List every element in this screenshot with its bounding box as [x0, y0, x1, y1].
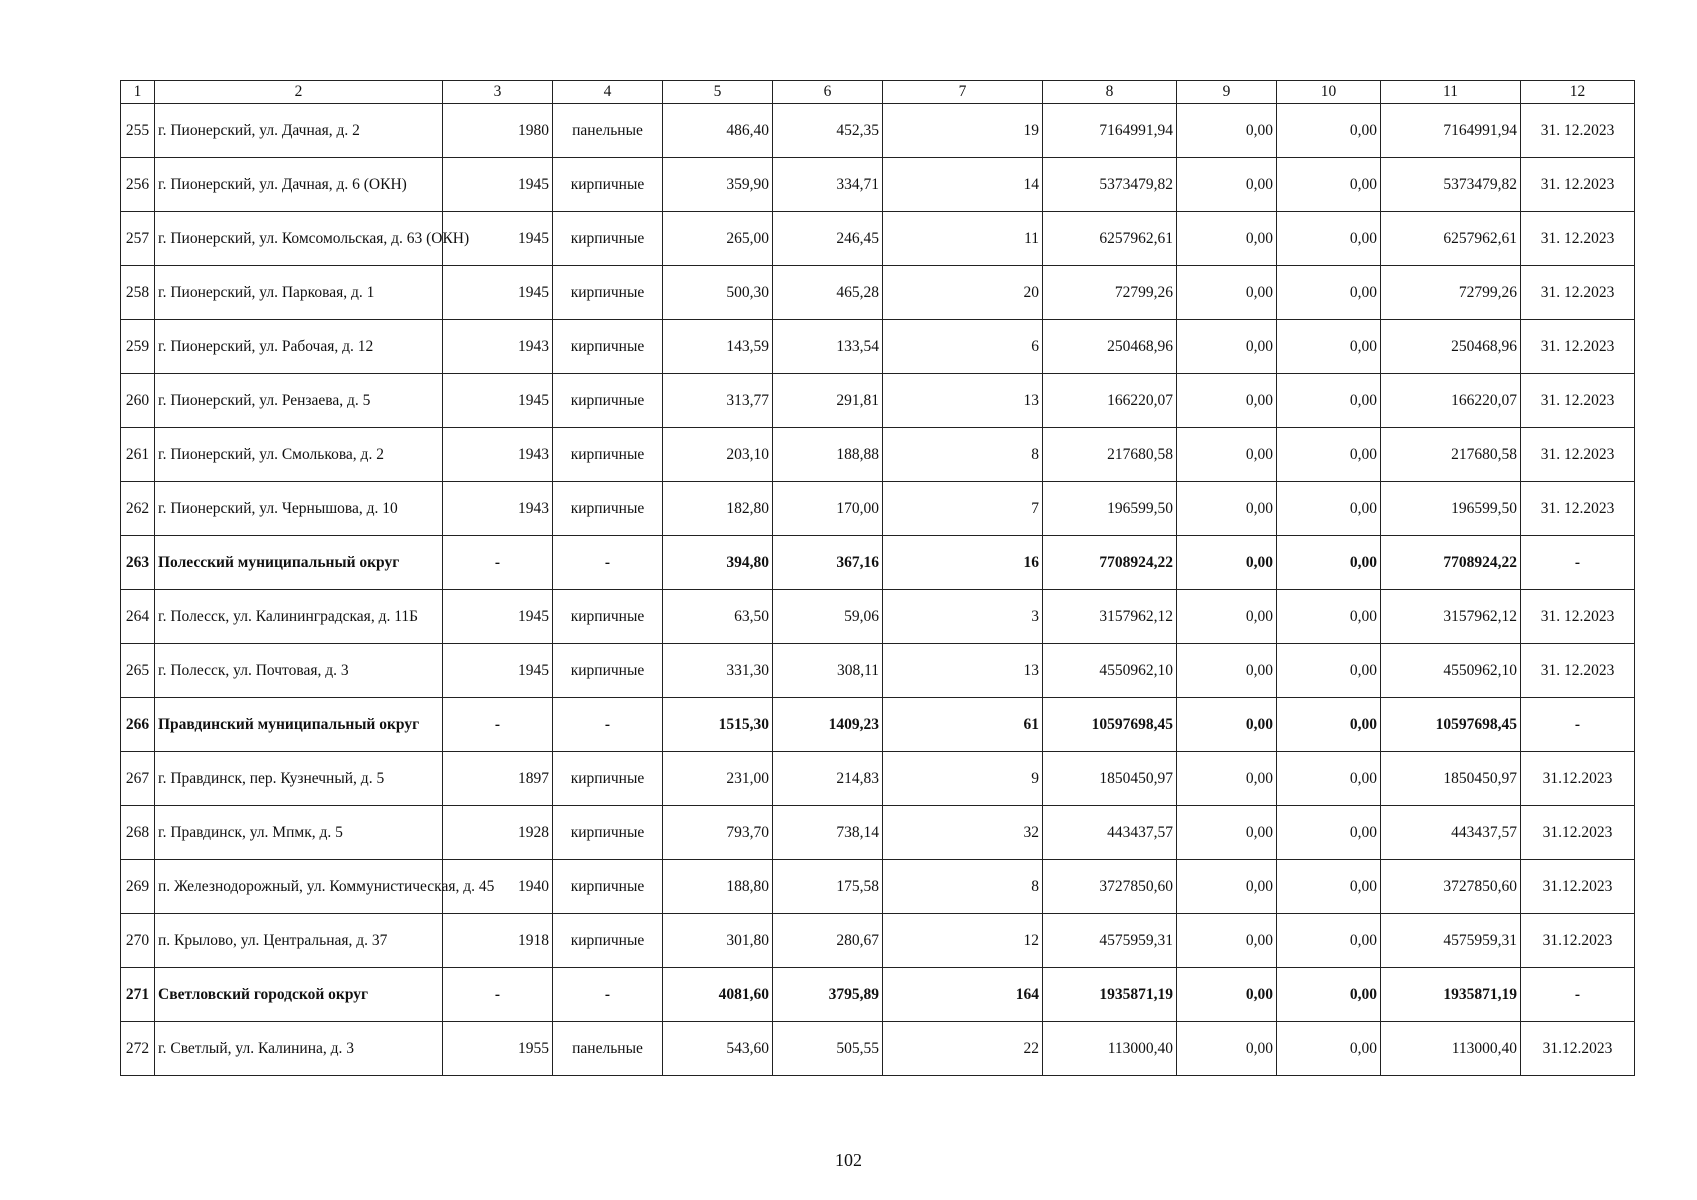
wall-material-cell: кирпичные [553, 482, 663, 536]
row-number-cell: 272 [121, 1022, 155, 1076]
build-year-cell: 1945 [443, 590, 553, 644]
area-total-cell: 543,60 [663, 1022, 773, 1076]
owner-funds-cell: 4575959,31 [1381, 914, 1521, 968]
address-cell: г. Полесск, ул. Калининградская, д. 11Б [155, 590, 443, 644]
residents-count-cell: 32 [883, 806, 1043, 860]
area-living-cell: 505,55 [773, 1022, 883, 1076]
residents-count-cell: 8 [883, 860, 1043, 914]
fund-share-cell: 0,00 [1177, 644, 1277, 698]
row-number-cell: 260 [121, 374, 155, 428]
row-number-cell: 259 [121, 320, 155, 374]
owner-funds-cell: 196599,50 [1381, 482, 1521, 536]
area-total-cell: 359,90 [663, 158, 773, 212]
area-total-cell: 63,50 [663, 590, 773, 644]
build-year-cell: 1943 [443, 428, 553, 482]
cost-total-cell: 217680,58 [1043, 428, 1177, 482]
residents-count-cell: 11 [883, 212, 1043, 266]
owner-funds-cell: 7164991,94 [1381, 104, 1521, 158]
budget-share-cell: 0,00 [1277, 482, 1381, 536]
build-year-cell: 1945 [443, 158, 553, 212]
residents-count-cell: 20 [883, 266, 1043, 320]
column-header-8: 8 [1043, 81, 1177, 104]
residents-count-cell: 13 [883, 374, 1043, 428]
address-cell: п. Крылово, ул. Центральная, д. 37 [155, 914, 443, 968]
address-cell: Полесский муниципальный округ [155, 536, 443, 590]
cost-total-cell: 6257962,61 [1043, 212, 1177, 266]
table-row [121, 860, 1635, 914]
table-header [121, 81, 1635, 104]
owner-funds-cell: 5373479,82 [1381, 158, 1521, 212]
table-row [121, 428, 1635, 482]
budget-share-cell: 0,00 [1277, 536, 1381, 590]
residents-count-cell: 164 [883, 968, 1043, 1022]
area-total-cell: 143,59 [663, 320, 773, 374]
cost-total-cell: 250468,96 [1043, 320, 1177, 374]
build-year-cell: 1945 [443, 374, 553, 428]
area-living-cell: 175,58 [773, 860, 883, 914]
fund-share-cell: 0,00 [1177, 320, 1277, 374]
fund-share-cell: 0,00 [1177, 374, 1277, 428]
cost-total-cell: 5373479,82 [1043, 158, 1177, 212]
column-header-7: 7 [883, 81, 1043, 104]
row-number-cell: 269 [121, 860, 155, 914]
cost-total-cell: 196599,50 [1043, 482, 1177, 536]
address-cell: г. Пионерский, ул. Рабочая, д. 12 [155, 320, 443, 374]
residents-count-cell: 14 [883, 158, 1043, 212]
fund-share-cell: 0,00 [1177, 752, 1277, 806]
table-row [121, 914, 1635, 968]
cost-total-cell: 3157962,12 [1043, 590, 1177, 644]
area-total-cell: 301,80 [663, 914, 773, 968]
residents-count-cell: 12 [883, 914, 1043, 968]
budget-share-cell: 0,00 [1277, 1022, 1381, 1076]
fund-share-cell: 0,00 [1177, 968, 1277, 1022]
owner-funds-cell: 1935871,19 [1381, 968, 1521, 1022]
address-cell: г. Пионерский, ул. Чернышова, д. 10 [155, 482, 443, 536]
row-number-cell: 261 [121, 428, 155, 482]
residents-count-cell: 6 [883, 320, 1043, 374]
build-year-cell: 1945 [443, 266, 553, 320]
row-number-cell: 271 [121, 968, 155, 1022]
residents-count-cell: 9 [883, 752, 1043, 806]
wall-material-cell: кирпичные [553, 428, 663, 482]
build-year-cell: 1945 [443, 212, 553, 266]
column-header-12: 12 [1521, 81, 1635, 104]
table-row [121, 320, 1635, 374]
deadline-date-cell: 31. 12.2023 [1521, 212, 1635, 266]
row-number-cell: 255 [121, 104, 155, 158]
budget-share-cell: 0,00 [1277, 158, 1381, 212]
deadline-date-cell: - [1521, 968, 1635, 1022]
address-cell: г. Пионерский, ул. Парковая, д. 1 [155, 266, 443, 320]
cost-total-cell: 3727850,60 [1043, 860, 1177, 914]
area-total-cell: 182,80 [663, 482, 773, 536]
fund-share-cell: 0,00 [1177, 914, 1277, 968]
table-row [121, 374, 1635, 428]
table-body [121, 104, 1635, 1076]
table-row [121, 644, 1635, 698]
wall-material-cell: кирпичные [553, 914, 663, 968]
wall-material-cell: кирпичные [553, 644, 663, 698]
row-number-cell: 268 [121, 806, 155, 860]
wall-material-cell: панельные [553, 1022, 663, 1076]
area-living-cell: 280,67 [773, 914, 883, 968]
owner-funds-cell: 217680,58 [1381, 428, 1521, 482]
budget-share-cell: 0,00 [1277, 698, 1381, 752]
area-living-cell: 291,81 [773, 374, 883, 428]
row-number-cell: 262 [121, 482, 155, 536]
address-cell: г. Светлый, ул. Калинина, д. 3 [155, 1022, 443, 1076]
table-row [121, 104, 1635, 158]
owner-funds-cell: 72799,26 [1381, 266, 1521, 320]
residents-count-cell: 3 [883, 590, 1043, 644]
build-year-cell: - [443, 698, 553, 752]
budget-share-cell: 0,00 [1277, 266, 1381, 320]
area-total-cell: 394,80 [663, 536, 773, 590]
owner-funds-cell: 113000,40 [1381, 1022, 1521, 1076]
column-header-2: 2 [155, 81, 443, 104]
deadline-date-cell: 31. 12.2023 [1521, 590, 1635, 644]
column-header-6: 6 [773, 81, 883, 104]
budget-share-cell: 0,00 [1277, 806, 1381, 860]
cost-total-cell: 113000,40 [1043, 1022, 1177, 1076]
deadline-date-cell: 31.12.2023 [1521, 914, 1635, 968]
row-number-cell: 263 [121, 536, 155, 590]
wall-material-cell: - [553, 536, 663, 590]
owner-funds-cell: 6257962,61 [1381, 212, 1521, 266]
build-year-cell: 1980 [443, 104, 553, 158]
deadline-date-cell: 31. 12.2023 [1521, 428, 1635, 482]
budget-share-cell: 0,00 [1277, 644, 1381, 698]
address-cell: г. Пионерский, ул. Дачная, д. 2 [155, 104, 443, 158]
cost-total-cell: 1850450,97 [1043, 752, 1177, 806]
area-living-cell: 133,54 [773, 320, 883, 374]
cost-total-cell: 443437,57 [1043, 806, 1177, 860]
wall-material-cell: кирпичные [553, 158, 663, 212]
build-year-cell: 1943 [443, 320, 553, 374]
housing-register-table [120, 80, 1635, 1076]
deadline-date-cell: 31. 12.2023 [1521, 104, 1635, 158]
deadline-date-cell: 31. 12.2023 [1521, 482, 1635, 536]
budget-share-cell: 0,00 [1277, 752, 1381, 806]
wall-material-cell: кирпичные [553, 590, 663, 644]
budget-share-cell: 0,00 [1277, 104, 1381, 158]
area-living-cell: 188,88 [773, 428, 883, 482]
area-living-cell: 214,83 [773, 752, 883, 806]
deadline-date-cell: - [1521, 698, 1635, 752]
area-living-cell: 465,28 [773, 266, 883, 320]
budget-share-cell: 0,00 [1277, 860, 1381, 914]
owner-funds-cell: 3157962,12 [1381, 590, 1521, 644]
area-living-cell: 3795,89 [773, 968, 883, 1022]
wall-material-cell: кирпичные [553, 212, 663, 266]
area-total-cell: 331,30 [663, 644, 773, 698]
cost-total-cell: 1935871,19 [1043, 968, 1177, 1022]
budget-share-cell: 0,00 [1277, 914, 1381, 968]
address-cell: Правдинский муниципальный округ [155, 698, 443, 752]
build-year-cell: - [443, 536, 553, 590]
area-living-cell: 59,06 [773, 590, 883, 644]
table-row [121, 590, 1635, 644]
area-living-cell: 738,14 [773, 806, 883, 860]
address-cell: г. Пионерский, ул. Комсомольская, д. 63 (ОКН) [155, 212, 443, 266]
address-cell: г. Правдинск, ул. Мпмк, д. 5 [155, 806, 443, 860]
owner-funds-cell: 10597698,45 [1381, 698, 1521, 752]
deadline-date-cell: 31. 12.2023 [1521, 644, 1635, 698]
wall-material-cell: - [553, 968, 663, 1022]
budget-share-cell: 0,00 [1277, 320, 1381, 374]
table-row [121, 1022, 1635, 1076]
deadline-date-cell: 31.12.2023 [1521, 752, 1635, 806]
subtotal-row [121, 968, 1635, 1022]
owner-funds-cell: 166220,07 [1381, 374, 1521, 428]
area-total-cell: 500,30 [663, 266, 773, 320]
cost-total-cell: 72799,26 [1043, 266, 1177, 320]
address-cell: Светловский городской округ [155, 968, 443, 1022]
wall-material-cell: кирпичные [553, 860, 663, 914]
owner-funds-cell: 4550962,10 [1381, 644, 1521, 698]
fund-share-cell: 0,00 [1177, 212, 1277, 266]
build-year-cell: 1918 [443, 914, 553, 968]
fund-share-cell: 0,00 [1177, 104, 1277, 158]
wall-material-cell: панельные [553, 104, 663, 158]
build-year-cell: 1897 [443, 752, 553, 806]
deadline-date-cell: 31. 12.2023 [1521, 320, 1635, 374]
row-number-cell: 264 [121, 590, 155, 644]
fund-share-cell: 0,00 [1177, 1022, 1277, 1076]
deadline-date-cell: 31.12.2023 [1521, 806, 1635, 860]
row-number-cell: 265 [121, 644, 155, 698]
subtotal-row [121, 698, 1635, 752]
column-number-row [121, 81, 1635, 104]
residents-count-cell: 22 [883, 1022, 1043, 1076]
cost-total-cell: 10597698,45 [1043, 698, 1177, 752]
fund-share-cell: 0,00 [1177, 698, 1277, 752]
residents-count-cell: 13 [883, 644, 1043, 698]
budget-share-cell: 0,00 [1277, 374, 1381, 428]
area-living-cell: 246,45 [773, 212, 883, 266]
budget-share-cell: 0,00 [1277, 428, 1381, 482]
budget-share-cell: 0,00 [1277, 212, 1381, 266]
table-row [121, 806, 1635, 860]
row-number-cell: 258 [121, 266, 155, 320]
owner-funds-cell: 3727850,60 [1381, 860, 1521, 914]
row-number-cell: 257 [121, 212, 155, 266]
residents-count-cell: 19 [883, 104, 1043, 158]
cost-total-cell: 7164991,94 [1043, 104, 1177, 158]
table-row [121, 266, 1635, 320]
area-total-cell: 793,70 [663, 806, 773, 860]
budget-share-cell: 0,00 [1277, 590, 1381, 644]
subtotal-row [121, 536, 1635, 590]
column-header-3: 3 [443, 81, 553, 104]
area-living-cell: 170,00 [773, 482, 883, 536]
wall-material-cell: кирпичные [553, 266, 663, 320]
table-row [121, 158, 1635, 212]
column-header-9: 9 [1177, 81, 1277, 104]
cost-total-cell: 7708924,22 [1043, 536, 1177, 590]
area-living-cell: 308,11 [773, 644, 883, 698]
residents-count-cell: 16 [883, 536, 1043, 590]
deadline-date-cell: 31. 12.2023 [1521, 266, 1635, 320]
wall-material-cell: - [553, 698, 663, 752]
deadline-date-cell: 31. 12.2023 [1521, 374, 1635, 428]
area-total-cell: 188,80 [663, 860, 773, 914]
build-year-cell: 1928 [443, 806, 553, 860]
build-year-cell: 1943 [443, 482, 553, 536]
fund-share-cell: 0,00 [1177, 482, 1277, 536]
fund-share-cell: 0,00 [1177, 266, 1277, 320]
area-total-cell: 265,00 [663, 212, 773, 266]
area-total-cell: 486,40 [663, 104, 773, 158]
area-living-cell: 367,16 [773, 536, 883, 590]
fund-share-cell: 0,00 [1177, 860, 1277, 914]
build-year-cell: 1940 [443, 860, 553, 914]
area-total-cell: 203,10 [663, 428, 773, 482]
wall-material-cell: кирпичные [553, 806, 663, 860]
column-header-11: 11 [1381, 81, 1521, 104]
build-year-cell: 1945 [443, 644, 553, 698]
area-total-cell: 231,00 [663, 752, 773, 806]
row-number-cell: 267 [121, 752, 155, 806]
owner-funds-cell: 443437,57 [1381, 806, 1521, 860]
address-cell: п. Железнодорожный, ул. Коммунистическая, д. 45 [155, 860, 443, 914]
table-row [121, 212, 1635, 266]
wall-material-cell: кирпичные [553, 374, 663, 428]
address-cell: г. Правдинск, пер. Кузнечный, д. 5 [155, 752, 443, 806]
fund-share-cell: 0,00 [1177, 428, 1277, 482]
deadline-date-cell: - [1521, 536, 1635, 590]
row-number-cell: 270 [121, 914, 155, 968]
fund-share-cell: 0,00 [1177, 806, 1277, 860]
table-row [121, 482, 1635, 536]
row-number-cell: 266 [121, 698, 155, 752]
row-number-cell: 256 [121, 158, 155, 212]
table-row [121, 752, 1635, 806]
column-header-5: 5 [663, 81, 773, 104]
column-header-10: 10 [1277, 81, 1381, 104]
column-header-4: 4 [553, 81, 663, 104]
area-living-cell: 1409,23 [773, 698, 883, 752]
cost-total-cell: 4550962,10 [1043, 644, 1177, 698]
residents-count-cell: 7 [883, 482, 1043, 536]
column-header-1: 1 [121, 81, 155, 104]
deadline-date-cell: 31.12.2023 [1521, 1022, 1635, 1076]
wall-material-cell: кирпичные [553, 320, 663, 374]
owner-funds-cell: 7708924,22 [1381, 536, 1521, 590]
deadline-date-cell: 31.12.2023 [1521, 860, 1635, 914]
area-living-cell: 452,35 [773, 104, 883, 158]
area-living-cell: 334,71 [773, 158, 883, 212]
area-total-cell: 4081,60 [663, 968, 773, 1022]
cost-total-cell: 166220,07 [1043, 374, 1177, 428]
address-cell: г. Полесск, ул. Почтовая, д. 3 [155, 644, 443, 698]
deadline-date-cell: 31. 12.2023 [1521, 158, 1635, 212]
fund-share-cell: 0,00 [1177, 590, 1277, 644]
address-cell: г. Пионерский, ул. Рензаева, д. 5 [155, 374, 443, 428]
fund-share-cell: 0,00 [1177, 536, 1277, 590]
area-total-cell: 313,77 [663, 374, 773, 428]
area-total-cell: 1515,30 [663, 698, 773, 752]
build-year-cell: 1955 [443, 1022, 553, 1076]
address-cell: г. Пионерский, ул. Дачная, д. 6 (ОКН) [155, 158, 443, 212]
fund-share-cell: 0,00 [1177, 158, 1277, 212]
budget-share-cell: 0,00 [1277, 968, 1381, 1022]
owner-funds-cell: 1850450,97 [1381, 752, 1521, 806]
address-cell: г. Пионерский, ул. Смолькова, д. 2 [155, 428, 443, 482]
page-number: 102 [835, 1150, 862, 1170]
cost-total-cell: 4575959,31 [1043, 914, 1177, 968]
residents-count-cell: 61 [883, 698, 1043, 752]
wall-material-cell: кирпичные [553, 752, 663, 806]
owner-funds-cell: 250468,96 [1381, 320, 1521, 374]
residents-count-cell: 8 [883, 428, 1043, 482]
build-year-cell: - [443, 968, 553, 1022]
